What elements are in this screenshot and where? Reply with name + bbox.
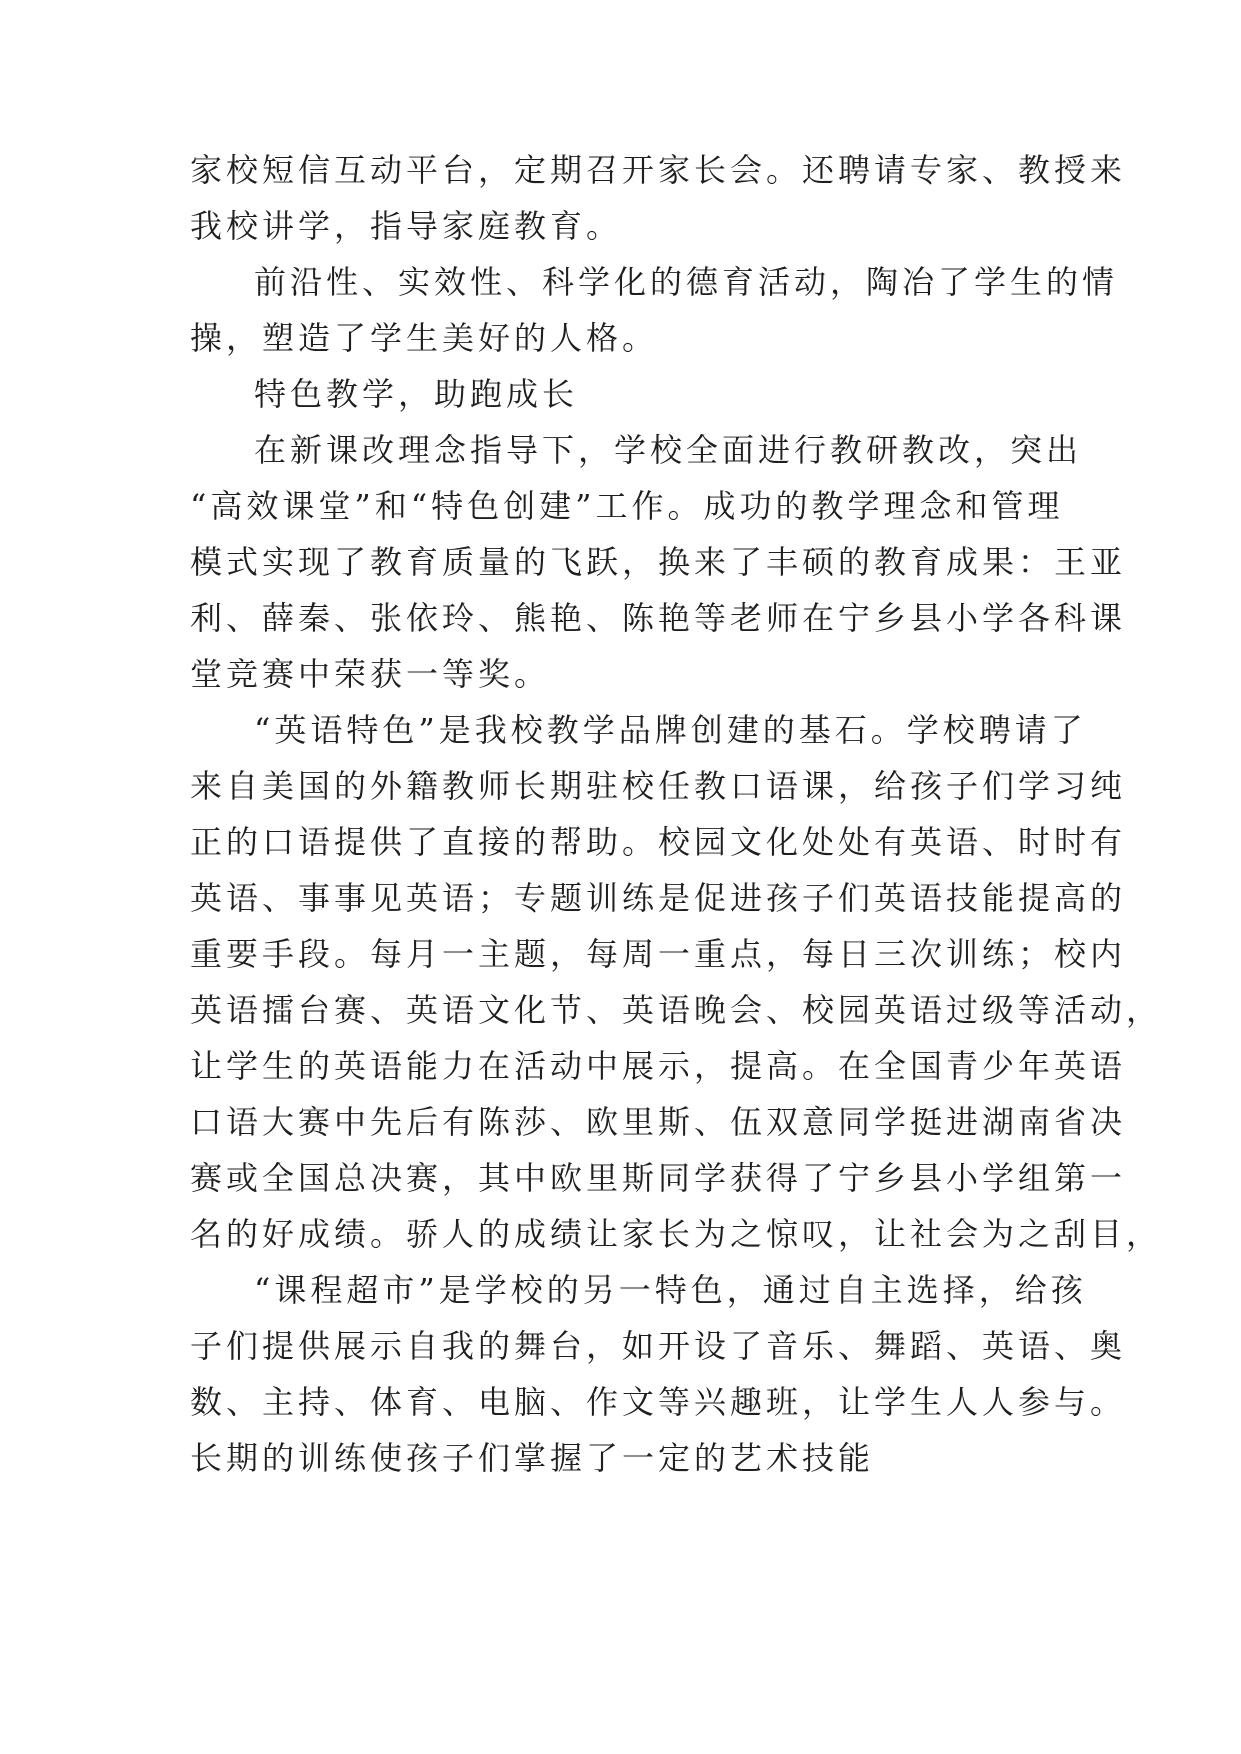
text-line: 正的口语提供了直接的帮助。校园文化处处有英语、时时有 xyxy=(190,823,1127,861)
text-line: 我校讲学，指导家庭教育。 xyxy=(190,207,623,245)
text-line: 子们提供展示自我的舞台，如开设了音乐、舞蹈、英语、奥 xyxy=(190,1327,1127,1365)
section-heading: 特色教学，助跑成长 xyxy=(254,375,579,413)
paragraph-start-line: 在新课改理念指导下，学校全面进行教研教改，突出 xyxy=(254,431,1083,469)
text-line: 英语擂台赛、英语文化节、英语晚会、校园英语过级等活动， xyxy=(190,991,1163,1029)
text-line: 模式实现了教育质量的飞跃，换来了丰硕的教育成果：王亚 xyxy=(190,543,1127,581)
text-line: 英语、事事见英语；专题训练是促进孩子们英语技能提高的 xyxy=(190,879,1127,917)
text-line: 来自美国的外籍教师长期驻校任教口语课，给孩子们学习纯 xyxy=(190,767,1127,805)
text-line: 名的好成绩。骄人的成绩让家长为之惊叹，让社会为之刮目， xyxy=(190,1215,1163,1253)
text-line: 让学生的英语能力在活动中展示，提高。在全国青少年英语 xyxy=(190,1047,1127,1085)
paragraph-start-line: “课程超市”是学校的另一特色，通过自主选择，给孩 xyxy=(254,1271,1087,1309)
text-line: “高效课堂”和“特色创建”工作。成功的教学理念和管理 xyxy=(190,487,1064,525)
text-line: 重要手段。每月一主题，每周一重点，每日三次训练；校内 xyxy=(190,935,1127,973)
text-line: 长期的训练使孩子们掌握了一定的艺术技能 xyxy=(190,1439,875,1477)
paragraph-start-line: 前沿性、实效性、科学化的德育活动，陶冶了学生的情 xyxy=(254,263,1119,301)
text-line: 数、主持、体育、电脑、作文等兴趣班，让学生人人参与。 xyxy=(190,1383,1127,1421)
text-line: 利、薛秦、张依玲、熊艳、陈艳等老师在宁乡县小学各科课 xyxy=(190,599,1127,637)
paragraph-start-line: “英语特色”是我校教学品牌创建的基石。学校聘请了 xyxy=(254,711,1087,749)
text-line: 口语大赛中先后有陈莎、欧里斯、伍双意同学挺进湖南省决 xyxy=(190,1103,1127,1141)
text-line: 家校短信互动平台，定期召开家长会。还聘请专家、教授来 xyxy=(190,151,1127,189)
text-line: 赛或全国总决赛，其中欧里斯同学获得了宁乡县小学组第一 xyxy=(190,1159,1127,1197)
text-line: 操，塑造了学生美好的人格。 xyxy=(190,319,659,357)
text-line: 堂竞赛中荣获一等奖。 xyxy=(190,655,551,693)
